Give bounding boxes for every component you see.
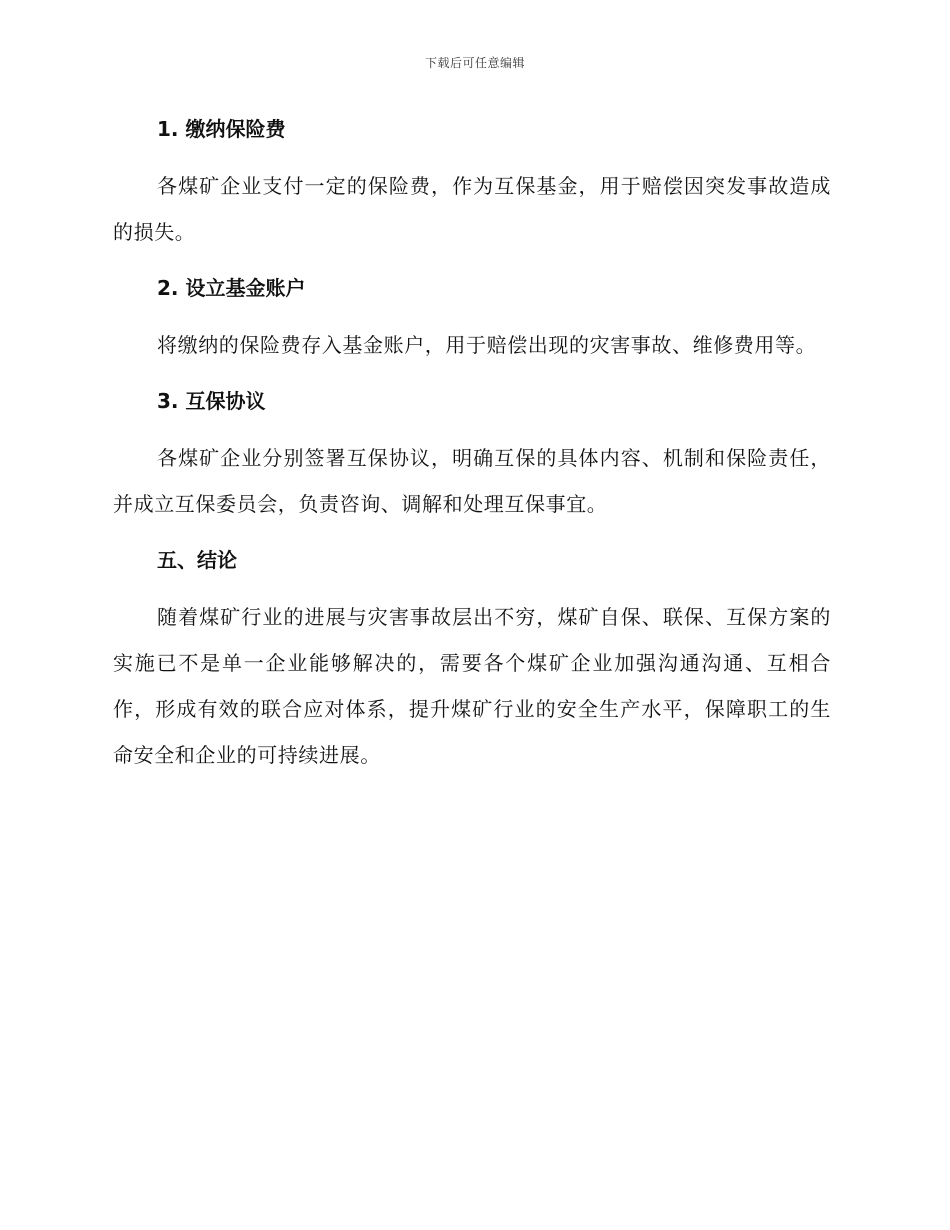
section-paragraph-fund-account: 将缴纳的保险费存入基金账户，用于赔偿出现的灾害事故、维修费用等。 (157, 333, 817, 357)
section-paragraph-conclusion: 随着煤矿行业的进展与灾害事故层出不穷，煤矿自保、联保、互保方案的实施已不是单一企业能够解决的，需要各个煤矿企业加强沟通沟通、互相合作，形成有效的联合应对体系，提升煤矿行业的安全生产水平，保障职工的生命安全和企业的可持续进展。 (113, 605, 831, 767)
section-paragraph-pay-premium: 各煤矿企业支付一定的保险费，作为互保基金，用于赔偿因突发事故造成的损失。 (113, 174, 831, 244)
section-heading-mutual-agreement: 3. 互保协议 (157, 389, 266, 413)
section-paragraph-mutual-agreement: 各煤矿企业分别签署互保协议，明确互保的具体内容、机制和保险责任，并成立互保委员会，负责咨询、调解和处理互保事宜。 (113, 446, 831, 516)
section-heading-fund-account: 2. 设立基金账户 (157, 276, 306, 300)
document-body (113, 112, 831, 778)
section-heading-pay-premium: 1. 缴纳保险费 (157, 117, 286, 141)
section-heading-conclusion: 五、结论 (157, 548, 237, 572)
page-header: 下载后可任意编辑 (424, 56, 525, 70)
